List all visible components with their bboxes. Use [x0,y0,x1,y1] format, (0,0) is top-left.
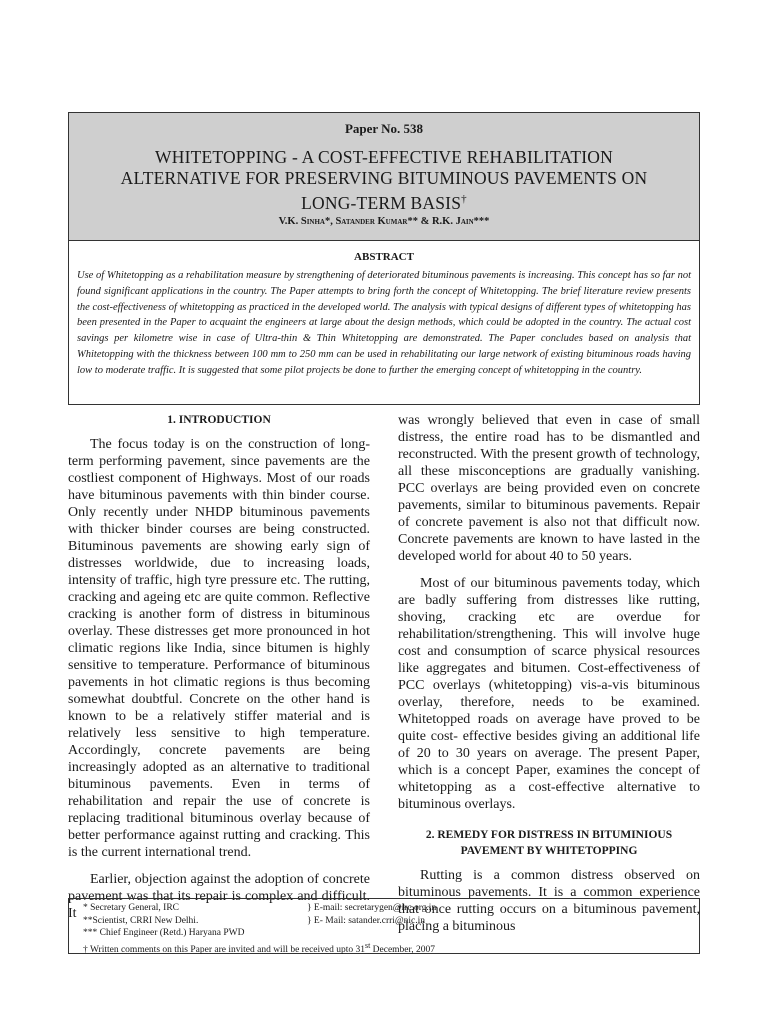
title-block [68,112,700,240]
paper-number: Paper No. 538 [344,121,424,136]
abstract-box [68,240,700,405]
section-2-paragraph-1: Rutting is a common distress observed on bituminous pavements. It is a common experience that once rutting occurs on a bituminous pavement, placing a bituminous [398,868,700,934]
title-dagger: † [461,193,467,205]
footnote-4-date: December, 2007 [370,944,436,955]
footnote-1-author: * Secretary General, IRC [83,903,180,913]
intro-paragraph-3: Most of our bituminous pavements today, which are badly suffering from distresses like rutting, shoving, cracking etc are overdue for rehabilitation/strengthening. This will involve huge cost and consumption of scarce physical resources like aggregates and bitumen. Cost-effectiveness of PCC overlays (whitetopping) vis-a-vis bituminous overlay, therefore, needs to be examined. Whitetopped roads on average have proved to be quite cost- effective besides giving an additional life of 20 to 30 years on average. The present Paper, which is a concept Paper, examines the concept of whitetopping as a cost-effective alternative to bituminous overlays. [398,576,700,812]
footnote-box [68,898,700,954]
footnote-4-ordinal: st [365,940,371,950]
title-line-2: ALTERNATIVE FOR PRESERVING BITUMINOUS PAVEMENTS ON [120,168,648,188]
title-line-3-text: LONG-TERM BASIS [301,192,462,213]
paper-title [89,147,679,214]
footnote-4 [83,940,699,953]
section-2-heading-line-2: PAVEMENT BY WHITETOPPING [460,845,638,857]
section-2-heading-line-1: 2. REMEDY FOR DISTRESS IN BITUMINIOUS [425,829,673,841]
intro-paragraph-continued: was wrongly believed that even in case of small distress, the entire road has to be dismantled and reconstructed. With the present growth of technology, all these misconceptions are gradually vanishing. PCC overlays are being provided even on concrete pavements, similar to bituminous pavements. Repair of concrete pavement is also not that difficult now. Concrete pavements are known to have lasted in the developed world for about 40 to 50 years. [398,413,700,564]
section-1-heading: 1. INTRODUCTION [167,414,271,426]
footnote-2 [83,915,699,928]
section-2-heading [398,827,700,859]
abstract-heading: ABSTRACT [354,251,414,263]
abstract-text: Use of Whitetopping as a rehabilitation measure by strengthening of deteriorated bituminous pavements is increasing. This concept has so far not found significant applications in the country. The Paper attempts to bring forth the concept of Whitetopping. The brief literature review presents the cost-effectiveness of whitetopping as practiced in the developed world. The analysis with typical designs of different types of whitetopping has been presented in the Paper to acquaint the engineers at large about the design methods, which could be adopted in the country. The actual cost savings per kilometre wise in case of Ultra-thin & Thin Whitetopping are demonstrated. The Paper concludes based on analysis that Whitetopping with the thickness between 100 mm to 250 mm can be used in rehabilitating our large network of existing bituminous roads having low to moderate traffic. It is suggested that some pilot projects be done to further the emerging concept of whitetopping in the country. [77,270,691,376]
footnote-4-text: † Written comments on this Paper are invited and will be received upto 31 [83,944,365,955]
right-column [398,412,700,935]
footnote-1-email: } E-mail: secretarygen@irc.org.in [307,903,437,913]
footnote-2-email: } E- Mail: satander.crri@nic.in [307,915,426,926]
author-list: V.K. Sinha*, Satander Kumar** & R.K. Jain*** [278,216,490,227]
intro-paragraph-1: The focus today is on the construction of long-term performing pavement, since pavements are the costliest component of Highways. Most of our roads have bituminous pavements with thin binder course. Only recently under NHDP bituminous pavements with thicker binder courses are being constructed. Bituminous pavements are showing early sign of distresses worldwide, due to increasing loads, intensity of traffic, high tyre pressure etc. The rutting, cracking and ageing etc are quite common. Reflective cracking is another form of distress in bituminous overlay. These distresses get more pronounced in hot climatic regions like India, since bitumen is highly sensitive to temperature. Performance of bituminous pavements in hot climatic regions is thus becoming somewhat doubtful. Concrete on the other hand is known to be a relatively stiffer material and is relatively less sensitive to high temperature. Accordingly, concrete pavements are being increasingly adopted as an alternative to traditional bituminous pavements. Even in terms of rehabilitation and repair the use of concrete is replacing traditional bituminous overlay because of better performance against rutting and cracking. This is the current international trend. [68,437,370,860]
footnote-2-author: **Scientist, CRRI New Delhi. [83,915,199,926]
footnote-3: *** Chief Engineer (Retd.) Haryana PWD [83,928,245,938]
title-line-3 [89,189,679,214]
footnote-1 [83,902,699,915]
left-column [68,412,370,922]
intro-paragraph-2: Earlier, objection against the adoption of concrete pavement was that its repair is complex and difficult. It [68,872,370,921]
title-line-1: WHITETOPPING - A COST-EFFECTIVE REHABILITATION [155,147,613,167]
